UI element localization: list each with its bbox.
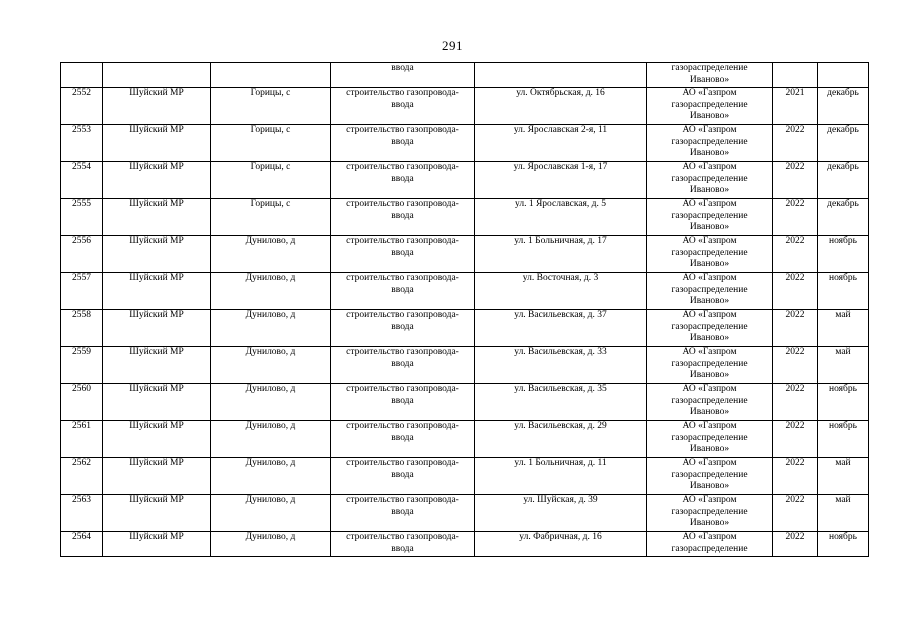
table-row [61, 162, 869, 199]
cell-year: 2022 [773, 384, 818, 421]
cell-purpose [331, 199, 475, 236]
purpose-text: строительство газопровода- [346, 199, 459, 209]
purpose-text: строительство газопровода- [346, 347, 459, 357]
cell-purpose [331, 495, 475, 532]
operator-line: газораспределение [671, 173, 748, 184]
purpose-text: ввода [391, 173, 414, 184]
cell-operator [647, 88, 773, 125]
table-row [61, 88, 869, 125]
cell-operator [647, 125, 773, 162]
operator-line: газораспределение [671, 358, 748, 369]
purpose-text: ввода [391, 469, 414, 480]
operator-line: Иваново» [689, 518, 730, 528]
operator-line: газораспределение [671, 99, 748, 110]
cell-year: 2021 [773, 88, 818, 125]
purpose-text: строительство газопровода- [346, 273, 459, 283]
table-row [61, 347, 869, 384]
cell-settlement: Дунилово, д [211, 421, 331, 458]
cell-num: 2564 [61, 532, 103, 557]
cell-settlement: Дунилово, д [211, 347, 331, 384]
cell-settlement: Дунилово, д [211, 495, 331, 532]
purpose-text: ввода [391, 136, 414, 147]
cell-purpose [331, 458, 475, 495]
cell-settlement: Дунилово, д [211, 384, 331, 421]
cell-district: Шуйский МР [103, 125, 211, 162]
cell-year: 2022 [773, 421, 818, 458]
operator-line: Иваново» [689, 185, 730, 195]
operator-line: газораспределение [671, 543, 748, 554]
cell-district: Шуйский МР [103, 384, 211, 421]
cell-month: ноябрь [818, 532, 869, 557]
cell-year [773, 63, 818, 88]
table-row [61, 273, 869, 310]
cell-month: декабрь [818, 162, 869, 199]
purpose-text: ввода [391, 543, 414, 554]
cell-month [818, 63, 869, 88]
cell-district: Шуйский МР [103, 347, 211, 384]
cell-settlement: Горицы, с [211, 125, 331, 162]
page-number: 291 [442, 38, 463, 53]
operator-line: АО «Газпром [682, 458, 737, 468]
cell-year: 2022 [773, 458, 818, 495]
purpose-text: ввода [391, 358, 414, 369]
cell-operator [647, 384, 773, 421]
cell-settlement [211, 63, 331, 88]
cell-address: ул. Ярославская 1-я, 17 [475, 162, 647, 199]
operator-line: газораспределение [671, 432, 748, 443]
table-row [61, 236, 869, 273]
operator-line: Иваново» [689, 222, 730, 232]
cell-purpose [331, 421, 475, 458]
cell-year: 2022 [773, 273, 818, 310]
operator-line: Иваново» [689, 148, 730, 158]
cell-purpose [331, 88, 475, 125]
purpose-text: строительство газопровода- [346, 532, 459, 542]
cell-month: май [818, 458, 869, 495]
cell-operator [647, 162, 773, 199]
purpose-text: строительство газопровода- [346, 310, 459, 320]
cell-num: 2553 [61, 125, 103, 162]
purpose-text: ввода [391, 506, 414, 517]
cell-address: ул. Васильевская, д. 29 [475, 421, 647, 458]
cell-district: Шуйский МР [103, 88, 211, 125]
cell-month: май [818, 495, 869, 532]
cell-month: декабрь [818, 125, 869, 162]
operator-line: Иваново» [689, 444, 730, 454]
cell-month: декабрь [818, 88, 869, 125]
cell-operator [647, 532, 773, 557]
purpose-text: ввода [391, 284, 414, 295]
cell-month: ноябрь [818, 273, 869, 310]
cell-address: ул. Шуйская, д. 39 [475, 495, 647, 532]
cell-address: ул. Восточная, д. 3 [475, 273, 647, 310]
cell-year: 2022 [773, 532, 818, 557]
cell-address: ул. 1 Больничная, д. 17 [475, 236, 647, 273]
gasification-table [60, 62, 869, 557]
cell-settlement: Дунилово, д [211, 310, 331, 347]
operator-line: АО «Газпром [682, 310, 737, 320]
cell-district: Шуйский МР [103, 421, 211, 458]
cell-month: ноябрь [818, 236, 869, 273]
purpose-text: ввода [391, 395, 414, 406]
cell-settlement: Дунилово, д [211, 236, 331, 273]
cell-address: ул. Ярославская 2-я, 11 [475, 125, 647, 162]
operator-line: газораспределение [671, 63, 748, 73]
purpose-text: строительство газопровода- [346, 421, 459, 431]
cell-month: май [818, 347, 869, 384]
table-row [61, 495, 869, 532]
operator-line: Иваново» [689, 481, 730, 491]
purpose-text: ввода [391, 432, 414, 443]
operator-line: АО «Газпром [682, 236, 737, 246]
operator-line: газораспределение [671, 210, 748, 221]
purpose-text: ввода [391, 321, 414, 332]
cell-num: 2554 [61, 162, 103, 199]
cell-purpose [331, 532, 475, 557]
cell-purpose [331, 162, 475, 199]
table-row [61, 125, 869, 162]
operator-line: газораспределение [671, 506, 748, 517]
operator-line: АО «Газпром [682, 199, 737, 209]
cell-settlement: Горицы, с [211, 88, 331, 125]
table-row [61, 458, 869, 495]
cell-settlement: Горицы, с [211, 162, 331, 199]
operator-line: Иваново» [689, 370, 730, 380]
cell-operator [647, 458, 773, 495]
operator-line: АО «Газпром [682, 532, 737, 542]
cell-address: ул. Октябрьская, д. 16 [475, 88, 647, 125]
operator-line: газораспределение [671, 469, 748, 480]
operator-line: Иваново» [689, 111, 730, 121]
cell-address: ул. Васильевская, д. 33 [475, 347, 647, 384]
purpose-text: строительство газопровода- [346, 88, 459, 98]
operator-line: АО «Газпром [682, 125, 737, 135]
operator-line: газораспределение [671, 284, 748, 295]
cell-purpose [331, 125, 475, 162]
cell-year: 2022 [773, 162, 818, 199]
table-row [61, 532, 869, 557]
cell-operator [647, 495, 773, 532]
cell-district [103, 63, 211, 88]
purpose-text: строительство газопровода- [346, 495, 459, 505]
cell-operator [647, 273, 773, 310]
cell-operator [647, 421, 773, 458]
purpose-text: строительство газопровода- [346, 162, 459, 172]
cell-num: 2563 [61, 495, 103, 532]
purpose-text: ввода [391, 99, 414, 110]
cell-settlement: Горицы, с [211, 199, 331, 236]
purpose-text: ввода [391, 247, 414, 258]
cell-operator [647, 199, 773, 236]
operator-line: АО «Газпром [682, 495, 737, 505]
cell-district: Шуйский МР [103, 199, 211, 236]
cell-purpose [331, 273, 475, 310]
cell-num: 2552 [61, 88, 103, 125]
cell-purpose [331, 347, 475, 384]
cell-month: декабрь [818, 199, 869, 236]
cell-year: 2022 [773, 347, 818, 384]
operator-line: Иваново» [689, 296, 730, 306]
cell-purpose [331, 63, 475, 88]
purpose-text: строительство газопровода- [346, 125, 459, 135]
operator-line: Иваново» [689, 259, 730, 269]
cell-purpose [331, 384, 475, 421]
operator-line: газораспределение [671, 247, 748, 258]
cell-district: Шуйский МР [103, 162, 211, 199]
cell-operator [647, 347, 773, 384]
cell-month: ноябрь [818, 421, 869, 458]
operator-line: АО «Газпром [682, 347, 737, 357]
operator-line: АО «Газпром [682, 88, 737, 98]
cell-num [61, 63, 103, 88]
operator-line: АО «Газпром [682, 384, 737, 394]
cell-district: Шуйский МР [103, 310, 211, 347]
cell-district: Шуйский МР [103, 495, 211, 532]
purpose-text: строительство газопровода- [346, 384, 459, 394]
cell-year: 2022 [773, 199, 818, 236]
operator-line: Иваново» [689, 333, 730, 343]
cell-settlement: Дунилово, д [211, 532, 331, 557]
cell-num: 2555 [61, 199, 103, 236]
cell-address: ул. 1 Ярославская, д. 5 [475, 199, 647, 236]
operator-line: АО «Газпром [682, 273, 737, 283]
table-row-continued [61, 63, 869, 88]
purpose-text: ввода [391, 210, 414, 221]
cell-settlement: Дунилово, д [211, 273, 331, 310]
purpose-text: строительство газопровода- [346, 458, 459, 468]
cell-num: 2560 [61, 384, 103, 421]
cell-address: ул. Васильевская, д. 37 [475, 310, 647, 347]
cell-year: 2022 [773, 236, 818, 273]
cell-year: 2022 [773, 310, 818, 347]
cell-purpose [331, 310, 475, 347]
cell-district: Шуйский МР [103, 236, 211, 273]
table-row [61, 384, 869, 421]
cell-year: 2022 [773, 495, 818, 532]
table-row [61, 199, 869, 236]
operator-line: газораспределение [671, 136, 748, 147]
cell-district: Шуйский МР [103, 273, 211, 310]
operator-line: газораспределение [671, 395, 748, 406]
cell-num: 2557 [61, 273, 103, 310]
cell-address: ул. 1 Больничная, д. 11 [475, 458, 647, 495]
cell-month: ноябрь [818, 384, 869, 421]
table-row [61, 310, 869, 347]
operator-line: газораспределение [671, 321, 748, 332]
cell-purpose [331, 236, 475, 273]
cell-num: 2562 [61, 458, 103, 495]
cell-settlement: Дунилово, д [211, 458, 331, 495]
purpose-text: ввода [391, 63, 414, 73]
cell-address: ул. Васильевская, д. 35 [475, 384, 647, 421]
cell-num: 2559 [61, 347, 103, 384]
operator-line: АО «Газпром [682, 421, 737, 431]
cell-year: 2022 [773, 125, 818, 162]
operator-line: Иваново» [689, 407, 730, 417]
cell-num: 2561 [61, 421, 103, 458]
cell-num: 2558 [61, 310, 103, 347]
cell-operator [647, 236, 773, 273]
cell-operator [647, 310, 773, 347]
cell-district: Шуйский МР [103, 532, 211, 557]
operator-line: Иваново» [689, 74, 730, 85]
operator-line: АО «Газпром [682, 162, 737, 172]
cell-month: май [818, 310, 869, 347]
cell-operator [647, 63, 773, 88]
table-body [61, 63, 869, 557]
cell-address: ул. Фабричная, д. 16 [475, 532, 647, 557]
cell-address [475, 63, 647, 88]
cell-num: 2556 [61, 236, 103, 273]
purpose-text: строительство газопровода- [346, 236, 459, 246]
table-row [61, 421, 869, 458]
cell-district: Шуйский МР [103, 458, 211, 495]
